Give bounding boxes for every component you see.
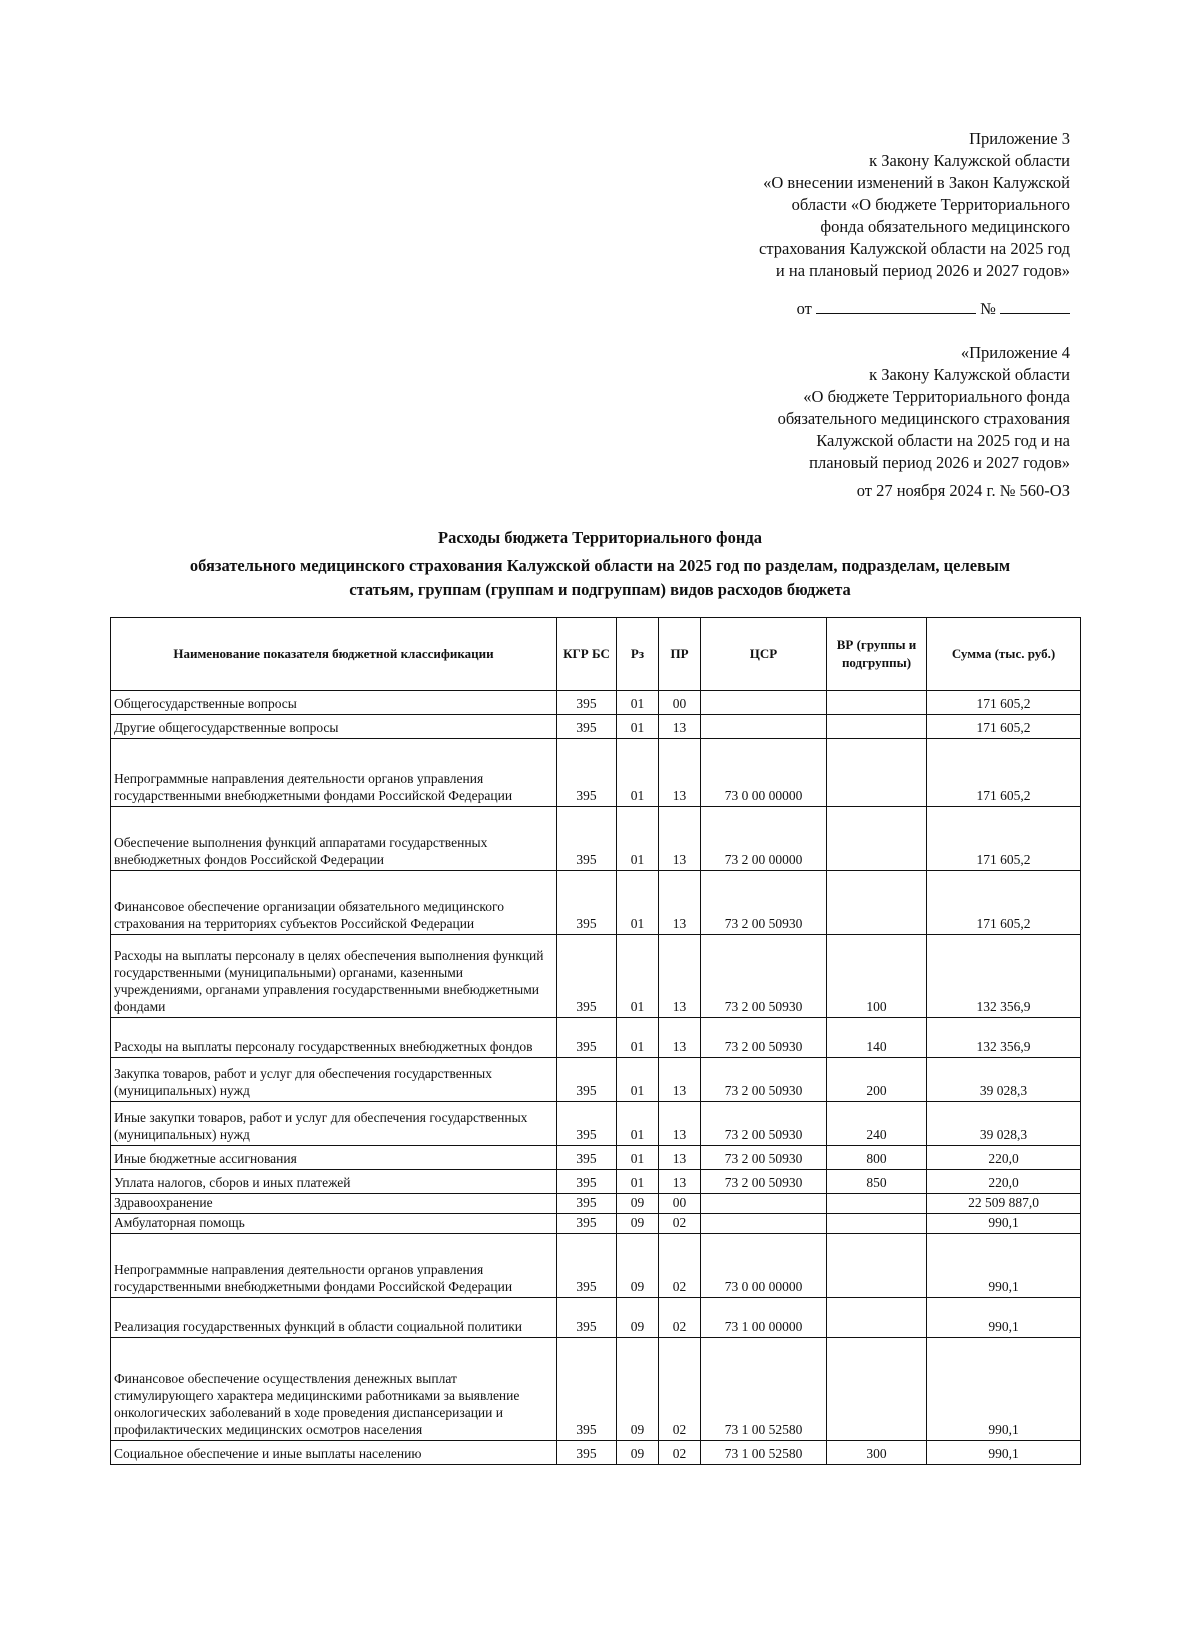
cell-csr: 73 2 00 00000 xyxy=(701,807,827,871)
table-row xyxy=(111,1194,1081,1214)
appendix-4-line: плановый период 2026 и 2027 годов» xyxy=(809,453,1070,472)
cell-kgrbs: 395 xyxy=(557,1441,617,1465)
cell-pr: 13 xyxy=(659,715,701,739)
table-row xyxy=(111,691,1081,715)
cell-csr: 73 0 00 00000 xyxy=(701,1234,827,1298)
table-row xyxy=(111,1214,1081,1234)
cell-csr xyxy=(701,1214,827,1234)
cell-sum: 220,0 xyxy=(927,1146,1081,1170)
cell-csr: 73 2 00 50930 xyxy=(701,1102,827,1146)
cell-sum: 39 028,3 xyxy=(927,1058,1081,1102)
cell-kgrbs: 395 xyxy=(557,1338,617,1441)
title-line: Расходы бюджета Территориального фонда xyxy=(438,528,762,547)
table-row xyxy=(111,1234,1081,1298)
cell-vr: 300 xyxy=(827,1441,927,1465)
cell-csr: 73 1 00 52580 xyxy=(701,1338,827,1441)
number-label: № xyxy=(980,299,996,318)
cell-name: Здравоохранение xyxy=(111,1194,557,1214)
table-row xyxy=(111,807,1081,871)
cell-vr xyxy=(827,1298,927,1338)
cell-rz: 09 xyxy=(617,1214,659,1234)
cell-vr xyxy=(827,1338,927,1441)
cell-rz: 01 xyxy=(617,1058,659,1102)
cell-sum: 132 356,9 xyxy=(927,1018,1081,1058)
cell-name: Расходы на выплаты персоналу государственных внебюджетных фондов xyxy=(111,1018,557,1058)
cell-vr xyxy=(827,1194,927,1214)
appendix-4-line: Калужской области на 2025 год и на xyxy=(816,431,1070,450)
cell-csr xyxy=(701,1194,827,1214)
table-row xyxy=(111,1441,1081,1465)
cell-rz: 01 xyxy=(617,1102,659,1146)
appendix-3-line: к Закону Калужской области xyxy=(869,151,1070,170)
title-line: обязательного медицинского страхования Калужской области на 2025 год по разделам, подразделам, целевым xyxy=(189,556,1011,575)
cell-csr: 73 2 00 50930 xyxy=(701,935,827,1018)
appendix-4-line: от 27 ноября 2024 г. № 560-ОЗ xyxy=(856,481,1070,500)
cell-rz: 09 xyxy=(617,1298,659,1338)
table-row xyxy=(111,715,1081,739)
cell-kgrbs: 395 xyxy=(557,1298,617,1338)
cell-name: Иные закупки товаров, работ и услуг для обеспечения государственных (муниципальных) нужд xyxy=(111,1102,557,1146)
cell-kgrbs: 395 xyxy=(557,935,617,1018)
cell-rz: 01 xyxy=(617,1018,659,1058)
cell-kgrbs: 395 xyxy=(557,715,617,739)
cell-vr: 140 xyxy=(827,1018,927,1058)
cell-rz: 09 xyxy=(617,1441,659,1465)
table-row xyxy=(111,739,1081,807)
cell-name: Уплата налогов, сборов и иных платежей xyxy=(111,1170,557,1194)
cell-kgrbs: 395 xyxy=(557,1058,617,1102)
table-row xyxy=(111,1102,1081,1146)
date-blank xyxy=(816,298,976,314)
header-csr: ЦСР xyxy=(701,618,827,691)
cell-pr: 13 xyxy=(659,739,701,807)
cell-csr xyxy=(701,691,827,715)
appendix-3-line: и на плановый период 2026 и 2027 годов» xyxy=(775,261,1070,280)
cell-kgrbs: 395 xyxy=(557,739,617,807)
cell-vr xyxy=(827,871,927,935)
cell-pr: 13 xyxy=(659,1018,701,1058)
cell-pr: 02 xyxy=(659,1234,701,1298)
appendix-4-line: «О бюджете Территориального фонда xyxy=(803,387,1070,406)
cell-vr: 800 xyxy=(827,1146,927,1170)
cell-rz: 09 xyxy=(617,1234,659,1298)
cell-sum: 22 509 887,0 xyxy=(927,1194,1081,1214)
cell-name: Финансовое обеспечение организации обязательного медицинского страхования на территориях субъектов Российской Федерации xyxy=(111,871,557,935)
cell-sum: 990,1 xyxy=(927,1298,1081,1338)
cell-name: Расходы на выплаты персоналу в целях обеспечения выполнения функций государственными (муниципальными) органами, казенными учреждениями, органами управления государственными внебюджетными фондами xyxy=(111,935,557,1018)
appendix-3-line: Приложение 3 xyxy=(969,129,1070,148)
document-title xyxy=(110,526,1090,602)
cell-kgrbs: 395 xyxy=(557,1102,617,1146)
cell-csr: 73 1 00 52580 xyxy=(701,1441,827,1465)
cell-csr: 73 2 00 50930 xyxy=(701,1018,827,1058)
cell-csr: 73 0 00 00000 xyxy=(701,739,827,807)
table-row xyxy=(111,1170,1081,1194)
table-header-row xyxy=(111,618,1081,691)
cell-vr: 200 xyxy=(827,1058,927,1102)
table-row xyxy=(111,1018,1081,1058)
cell-rz: 01 xyxy=(617,807,659,871)
cell-pr: 13 xyxy=(659,935,701,1018)
table-row xyxy=(111,871,1081,935)
table-row xyxy=(111,1058,1081,1102)
cell-kgrbs: 395 xyxy=(557,807,617,871)
number-blank xyxy=(1000,298,1070,314)
cell-sum: 171 605,2 xyxy=(927,691,1081,715)
cell-pr: 02 xyxy=(659,1338,701,1441)
cell-name: Другие общегосударственные вопросы xyxy=(111,715,557,739)
cell-kgrbs: 395 xyxy=(557,1194,617,1214)
cell-vr xyxy=(827,1214,927,1234)
cell-name: Иные бюджетные ассигнования xyxy=(111,1146,557,1170)
cell-pr: 02 xyxy=(659,1214,701,1234)
cell-sum: 171 605,2 xyxy=(927,807,1081,871)
cell-pr: 00 xyxy=(659,691,701,715)
cell-kgrbs: 395 xyxy=(557,691,617,715)
header-vr: ВР (группы и подгруппы) xyxy=(827,618,927,691)
cell-vr: 850 xyxy=(827,1170,927,1194)
cell-vr: 240 xyxy=(827,1102,927,1146)
cell-rz: 09 xyxy=(617,1194,659,1214)
cell-pr: 00 xyxy=(659,1194,701,1214)
appendix-4-header xyxy=(690,342,1070,502)
cell-csr: 73 2 00 50930 xyxy=(701,871,827,935)
cell-csr: 73 2 00 50930 xyxy=(701,1170,827,1194)
cell-sum: 132 356,9 xyxy=(927,935,1081,1018)
header-pr: ПР xyxy=(659,618,701,691)
cell-rz: 01 xyxy=(617,871,659,935)
table-row xyxy=(111,1338,1081,1441)
cell-kgrbs: 395 xyxy=(557,871,617,935)
cell-sum: 990,1 xyxy=(927,1441,1081,1465)
cell-name: Общегосударственные вопросы xyxy=(111,691,557,715)
appendix-4-line: «Приложение 4 xyxy=(960,343,1070,362)
cell-pr: 13 xyxy=(659,1102,701,1146)
table-row xyxy=(111,1298,1081,1338)
appendix-4-line: обязательного медицинского страхования xyxy=(777,409,1070,428)
cell-name: Закупка товаров, работ и услуг для обеспечения государственных (муниципальных) нужд xyxy=(111,1058,557,1102)
cell-sum: 171 605,2 xyxy=(927,871,1081,935)
header-rz: Рз xyxy=(617,618,659,691)
cell-pr: 13 xyxy=(659,871,701,935)
cell-sum: 220,0 xyxy=(927,1170,1081,1194)
cell-name: Амбулаторная помощь xyxy=(111,1214,557,1234)
cell-name: Финансовое обеспечение осуществления денежных выплат стимулирующего характера медицинскими работниками за выявление онкологических заболеваний в ходе проведения диспансеризации и профилактических медицинских осмотров населения xyxy=(111,1338,557,1441)
appendix-3-line: «О внесении изменений в Закон Калужской xyxy=(763,173,1070,192)
from-label: от xyxy=(796,299,812,318)
cell-name: Обеспечение выполнения функций аппаратами государственных внебюджетных фондов Российской Федерации xyxy=(111,807,557,871)
cell-pr: 13 xyxy=(659,1146,701,1170)
cell-sum: 990,1 xyxy=(927,1338,1081,1441)
cell-pr: 13 xyxy=(659,1170,701,1194)
cell-csr: 73 1 00 00000 xyxy=(701,1298,827,1338)
cell-pr: 13 xyxy=(659,807,701,871)
header-kgrbs: КГР БС xyxy=(557,618,617,691)
cell-name: Непрограммные направления деятельности органов управления государственными внебюджетными фондами Российской Федерации xyxy=(111,1234,557,1298)
cell-sum: 990,1 xyxy=(927,1214,1081,1234)
title-line: статьям, группам (группам и подгруппам) видов расходов бюджета xyxy=(349,580,851,599)
cell-rz: 01 xyxy=(617,1170,659,1194)
appendix-3-line: страхования Калужской области на 2025 год xyxy=(759,239,1070,258)
cell-name: Реализация государственных функций в области социальной политики xyxy=(111,1298,557,1338)
cell-vr xyxy=(827,1234,927,1298)
appendix-3-line: области «О бюджете Территориального xyxy=(791,195,1070,214)
cell-vr: 100 xyxy=(827,935,927,1018)
header-name: Наименование показателя бюджетной классификации xyxy=(111,618,557,691)
table-row xyxy=(111,935,1081,1018)
cell-kgrbs: 395 xyxy=(557,1018,617,1058)
budget-table xyxy=(110,617,1081,1465)
cell-csr: 73 2 00 50930 xyxy=(701,1058,827,1102)
cell-pr: 13 xyxy=(659,1058,701,1102)
cell-pr: 02 xyxy=(659,1441,701,1465)
appendix-4-line: к Закону Калужской области xyxy=(869,365,1070,384)
cell-rz: 01 xyxy=(617,715,659,739)
cell-sum: 171 605,2 xyxy=(927,739,1081,807)
cell-vr xyxy=(827,715,927,739)
table-row xyxy=(111,1146,1081,1170)
cell-rz: 01 xyxy=(617,1146,659,1170)
cell-kgrbs: 395 xyxy=(557,1234,617,1298)
cell-sum: 171 605,2 xyxy=(927,715,1081,739)
cell-kgrbs: 395 xyxy=(557,1146,617,1170)
cell-csr: 73 2 00 50930 xyxy=(701,1146,827,1170)
cell-name: Непрограммные направления деятельности органов управления государственными внебюджетными фондами Российской Федерации xyxy=(111,739,557,807)
date-number-line xyxy=(797,298,1070,319)
cell-rz: 01 xyxy=(617,935,659,1018)
cell-kgrbs: 395 xyxy=(557,1170,617,1194)
header-sum: Сумма (тыс. руб.) xyxy=(927,618,1081,691)
cell-name: Социальное обеспечение и иные выплаты населению xyxy=(111,1441,557,1465)
cell-vr xyxy=(827,807,927,871)
cell-sum: 990,1 xyxy=(927,1234,1081,1298)
cell-pr: 02 xyxy=(659,1298,701,1338)
cell-sum: 39 028,3 xyxy=(927,1102,1081,1146)
cell-vr xyxy=(827,739,927,807)
appendix-3-header xyxy=(690,128,1070,282)
cell-csr xyxy=(701,715,827,739)
cell-kgrbs: 395 xyxy=(557,1214,617,1234)
appendix-3-line: фонда обязательного медицинского xyxy=(820,217,1070,236)
cell-vr xyxy=(827,691,927,715)
cell-rz: 01 xyxy=(617,691,659,715)
cell-rz: 01 xyxy=(617,739,659,807)
cell-rz: 09 xyxy=(617,1338,659,1441)
